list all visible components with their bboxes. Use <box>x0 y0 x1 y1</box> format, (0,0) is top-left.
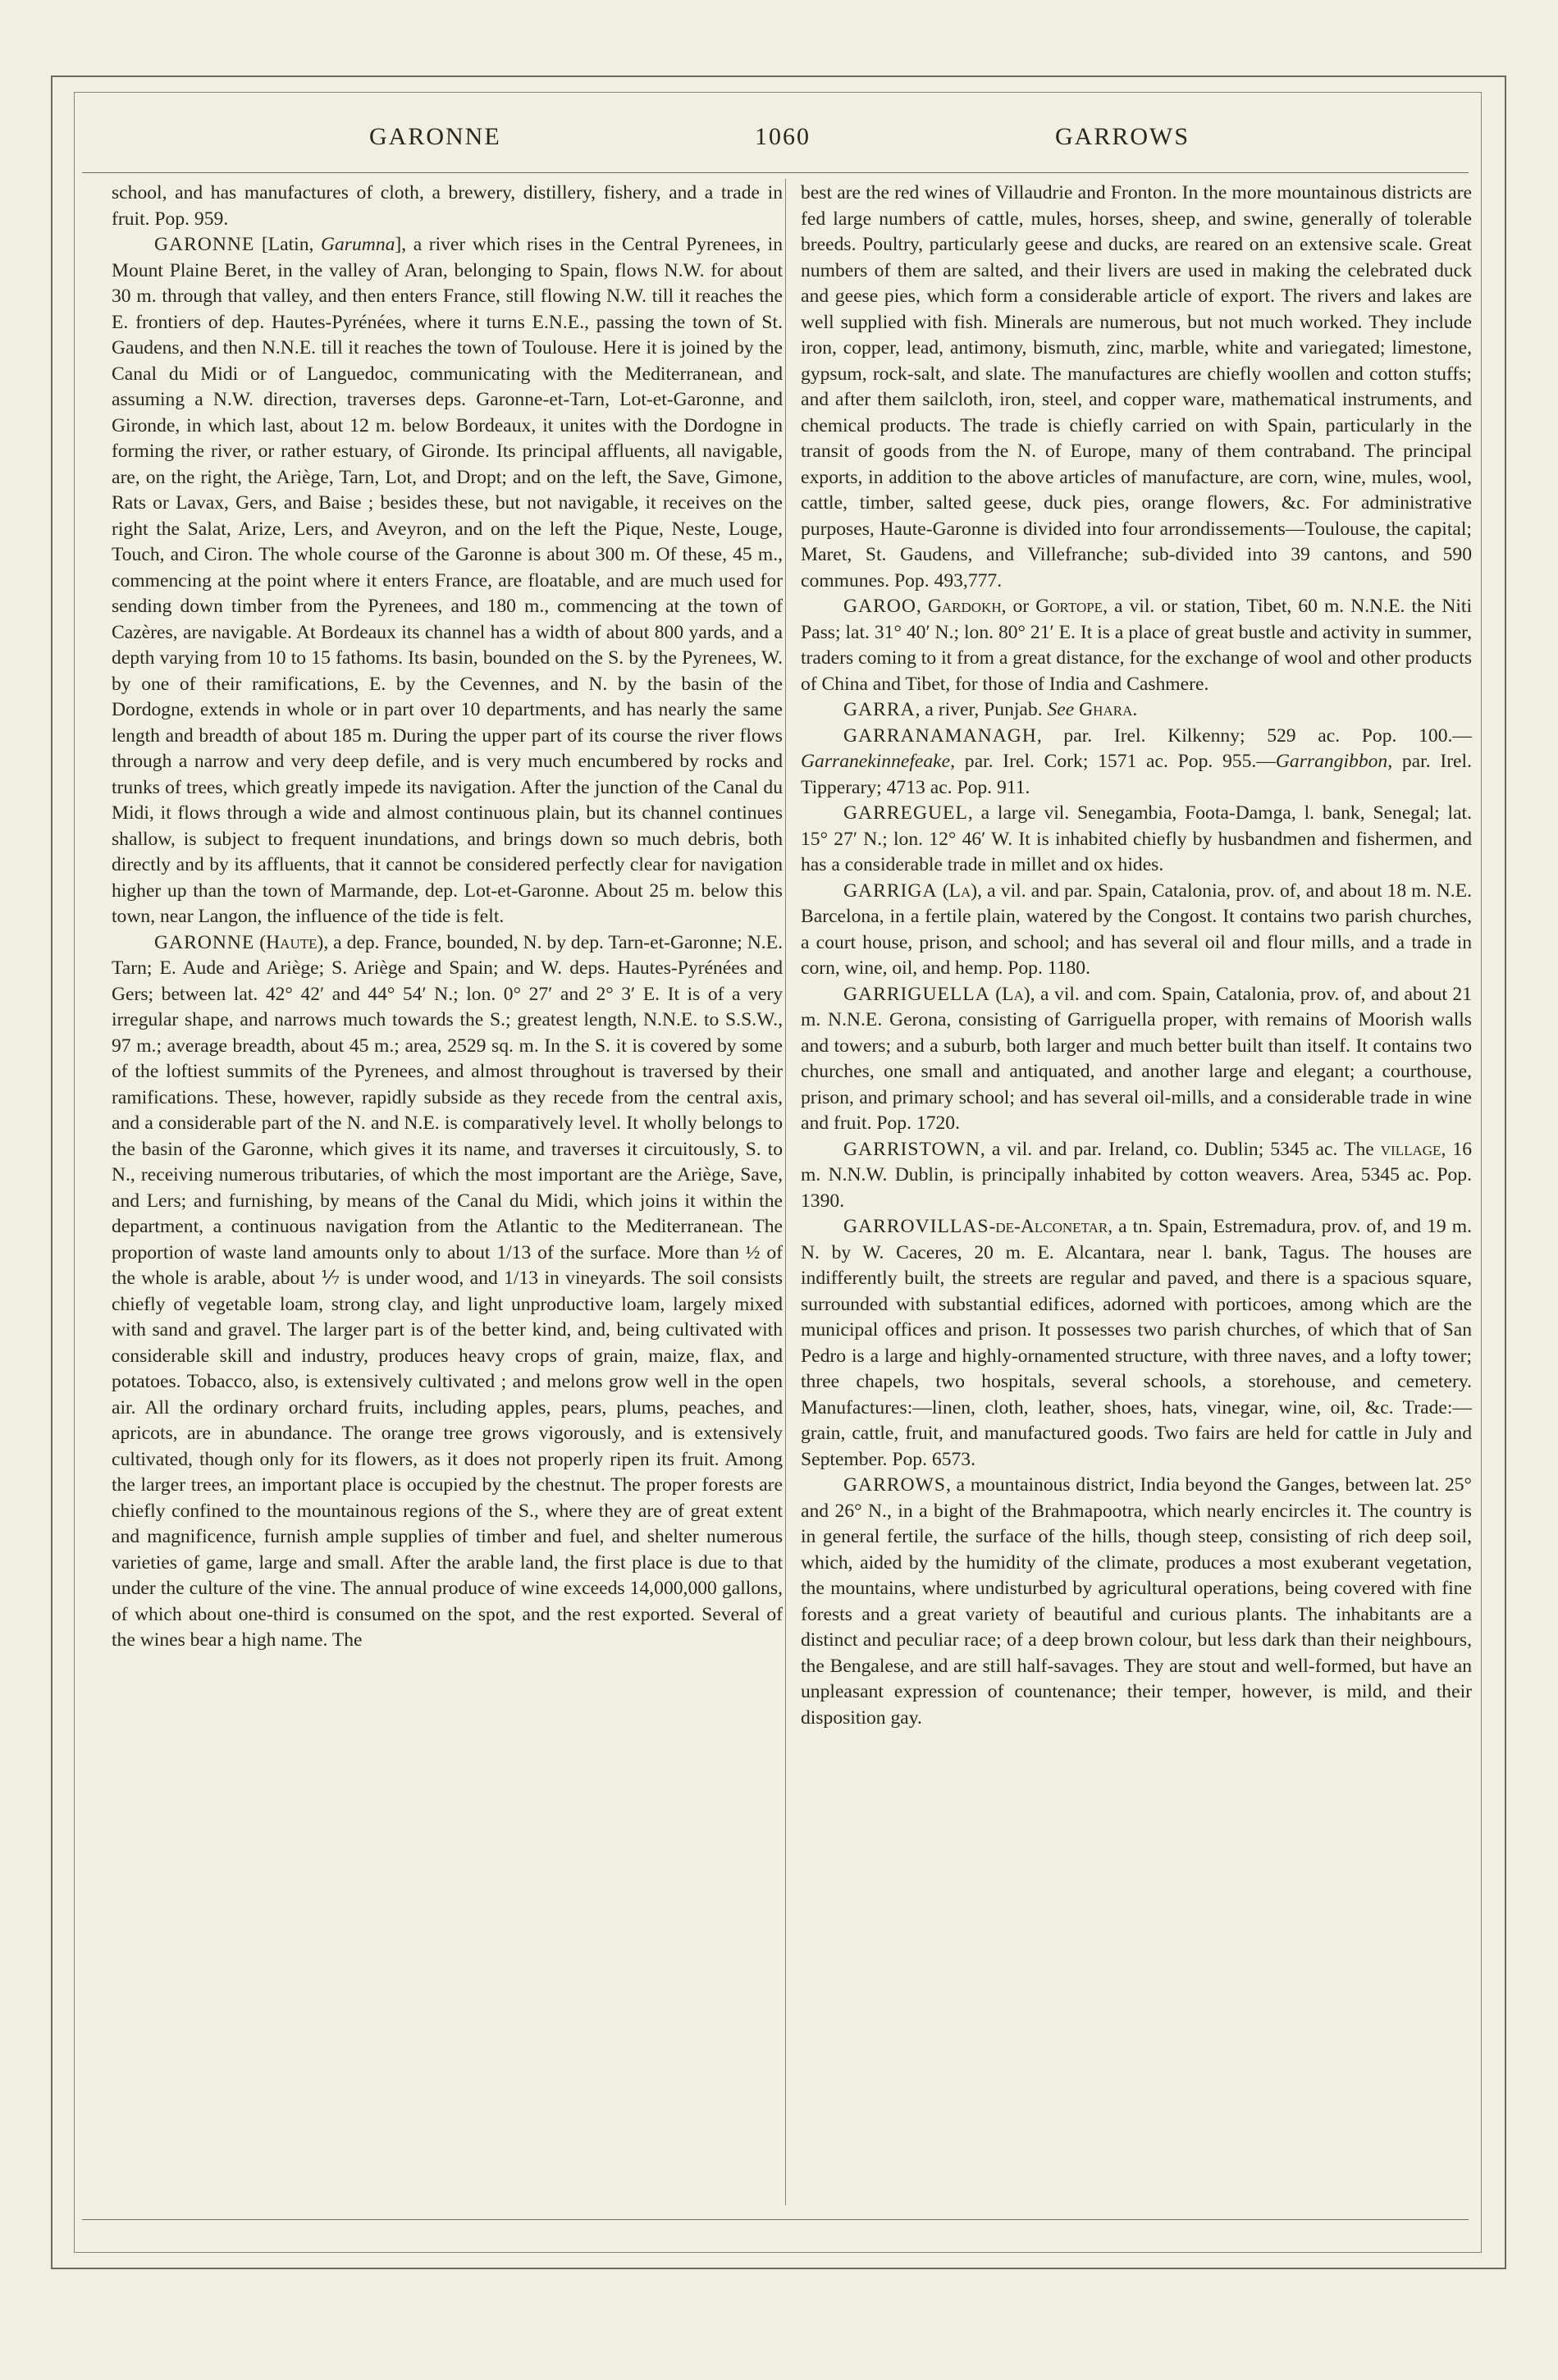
column-divider <box>785 179 786 2205</box>
headword: GARREGUEL <box>843 802 968 824</box>
headword: GAROO <box>843 596 916 617</box>
see-reference: See <box>1047 699 1075 720</box>
headword: GARROWS <box>843 1474 946 1496</box>
latin-name: Garumna <box>320 234 395 255</box>
headword-suffix: -de-Alconetar <box>989 1216 1108 1237</box>
entry-garrovillas <box>801 1214 1472 1473</box>
entry-text: , a large vil. Senegambia, Foota-Damga, l. bank, Senegal; lat. 15° 27′ N.; lon. 12° 46′ W. It is inhabited chiefly by husbandmen and fishermen, and has a considerable trade in millet and ox hides. <box>801 802 1472 875</box>
entry-text: , a vil. and com. Spain, Catalonia, prov. of, and about 21 m. N.N.E. Gerona, consisting of Garriguella proper, with remains of Moorish walls and towers; and a suburb, both larger and much better built than itself. It contains two churches, one small and antiquated, and another large and elegant; a courthouse, prison, and primary school; and has several oil-mills, and a considerable trade in wine and fruit. Pop. 1720. <box>801 983 1472 1134</box>
entry-text: [Latin, <box>254 234 321 255</box>
headword: GARRIGA <box>843 879 938 902</box>
running-header <box>82 115 1469 164</box>
left-column <box>112 180 783 1654</box>
header-left-word: GARONNE <box>369 123 501 150</box>
entry-text: school, and has manufactures of cloth, a brewery, distillery, fishery, and a trade in fruit. Pop. 959. <box>112 182 783 230</box>
headword: GARRISTOWN <box>843 1138 980 1160</box>
headword-suffix: (Haute) <box>254 931 324 953</box>
entry-garristown <box>801 1137 1472 1215</box>
entry-text: , a mountainous district, India beyond the Ganges, between lat. 25° and 26° N., in a bight of the Brahmapootra, which nearly encircles it. The country is in general fertile, the surface of the hills, though steep, consisting of rich deep soil, which, aided by the humidity of the climate, produces a most exuberant vegetation, the mountains, where undisturbed by agricultural operations, being covered with fine forests and a great variety of beautiful and curious plants. The inhabitants are a distinct and peculiar race; of a deep brown colour, but less dark than their neighbours, the Bengalese, and are still half-savages. They are stout and well-formed, but have an unpleasant expression of countenance; their temper, however, is mild, and their disposition gay. <box>801 1474 1472 1729</box>
entry-continuation <box>112 180 783 232</box>
entry-garriguella <box>801 982 1472 1137</box>
entry-garonne-haute <box>112 930 783 1654</box>
headword: GARROVILLAS <box>843 1216 989 1237</box>
header-right-word: GARROWS <box>1054 123 1190 150</box>
entry-text: , a vil. or station, Tibet, 60 m. N.N.E. the Niti Pass; lat. 31° 40′ N.; lon. 80° 21′ E. It is a place of great bustle and activity in summer, traders coming to it from a great distance, for the exchange of wool and other products of China and Tibet, for those of India and Cashmere. <box>801 596 1473 695</box>
entry-text: , par. Irel. Tipperary; 4713 ac. Pop. 911. <box>801 751 1472 798</box>
page-number: 1060 <box>755 123 811 150</box>
entry-text: , a dep. France, bounded, N. by dep. Tarn-et-Garonne; N.E. Tarn; E. Aude and Ariège; S. Ariège and Spain; and W. deps. Hautes-Pyrénées and Gers; between lat. 42° 42′ and 44° 54′ N.; lon. 0° 27′ and 2° 3′ E. It is of a very irregular shape, and narrows much towards the S.; greatest length, N.N.E. to S.S.W., 97 m.; average breadth, about 45 m.; area, 2529 sq. m. In the S. it is covered by some of the loftiest summits of the Pyrenees, and almost throughout is traversed by their ramifications. These, however, rapidly subside as they recede from the central axis, and a considerable part of the N. and N.E. is comparatively level. It wholly belongs to the basin of the Garonne, which gives it its name, and traverses it circuitously, S. to N., receiving numerous tributaries, of which the most important are the Ariège, Save, and Lers; and furnishing, by means of the Canal du Midi, which joins it within the department, a continuous navigation from the Atlantic to the Mediterranean. The proportion of waste land amounts only to about 1/13 of the surface. More than ½ of the whole is arable, about ⅐ is under wood, and 1/13 in vineyards. The soil consists chiefly of vegetable loam, strong clay, and light unproductive loam, largely mixed with sand and gravel. The larger part is of the better kind, and, being cultivated with considerable skill and industry, produces heavy crops of grain, maize, flax, and potatoes. Tobacco, also, is extensively cultivated ; and melons grow well in the open air. All the ordinary orchard fruits, including apples, pears, plums, peaches, and apricots, are in abundance. The orange tree grows vigorously, and is extensively cultivated, though only for its flowers, as it does not properly ripen its fruit. Among the larger trees, an important place is occupied by the chestnut. The proper forests are chiefly confined to the mountainous regions of the S., where they are of great extent and magnificence, furnish ample supplies of timber and fuel, and shelter numerous varieties of game, large and small. After the arable land, the first place is due to that under the culture of the vine. The annual produce of wine exceeds 14,000,000 gallons, of which about one-third is consumed on the spot, and the rest exported. Several of the wines bear a high name. The <box>112 931 783 1651</box>
entry-garriga <box>801 879 1472 982</box>
entry-garranamanagh <box>801 724 1472 802</box>
headword: GARRIGUELLA <box>843 983 990 1005</box>
entry-text: , a river, Punjab. <box>915 699 1048 720</box>
entry-text: best are the red wines of Villaudrie and Fronton. In the more mountainous districts are fed large numbers of cattle, mules, horses, sheep, and swine, generally of tolerable breeds. Poultry, particularly geese and ducks, are reared on an extensive scale. Great numbers of them are salted, and their livers are used in making the celebrated duck and geese pies, which form a considerable article of export. The rivers and lakes are well supplied with fish. Minerals are numerous, but not much worked. They include iron, copper, lead, antimony, bismuth, zinc, marble, white and variegated; limestone, gypsum, rock-salt, and slate. The manufactures are chiefly woollen and cotton stuffs; and after them sailcloth, iron, steel, and copper ware, mathematical instruments, and chemical products. The trade is chiefly carried on with Spain, particularly in the transit of goods from the N. of Europe, many of them contraband. The principal exports, in addition to the above articles of manufacture, are corn, wine, mules, wool, cattle, timber, salted geese, duck pies, orange flowers, &c. For administrative purposes, Haute-Garonne is divided into four arrondissements—Toulouse, the capital; Maret, St. Gaudens, and Villefranche; sub-divided into 39 cantons, and 590 communes. Pop. 493,777. <box>801 182 1472 592</box>
entry-text: , or <box>1001 596 1036 617</box>
headword: GARRANAMANAGH <box>843 724 1037 747</box>
entry-text: , a vil. and par. Ireland, co. Dublin; 5345 ac. The <box>980 1138 1381 1160</box>
entry-garrows <box>801 1473 1472 1731</box>
entry-garonne-river <box>112 232 783 930</box>
entry-text: , 16 m. N.N.W. Dublin, is principally inhabited by cotton weavers. Area, 5345 ac. Pop. 1390. <box>801 1138 1472 1212</box>
sub-entry-name: Garranekinnefeake <box>801 751 951 772</box>
headword: GARONNE <box>154 931 255 953</box>
entry-text: , a tn. Spain, Estremadura, prov. of, and 19 m. N. by W. Caceres, 20 m. E. Alcantara, near l. bank, Tagus. The houses are indifferently built, the streets are regular and paved, and there is a spacious square, surrounded with substantial edifices, adorned with porticoes, among which are the municipal offices and prison. It possesses two parish churches, of which that of San Pedro is a large and highly-ornamented structure, with three naves, and a lofty tower; three chapels, two hospitals, several schools, a storehouse, and cemetery. Manufactures:—linen, cloth, leather, shoes, hats, vinegar, wine, oil, &c. Trade:—grain, cattle, fruit, and manufactured goods. Two fairs are held for cattle in July and September. Pop. 6573. <box>801 1216 1472 1470</box>
entry-text: , par. Irel. Kilkenny; 529 ac. Pop. 100.— <box>1036 724 1472 747</box>
entry-text: ], a river which rises in the Central Pyrenees, in Mount Plaine Beret, in the valley of Aran, belonging to Spain, flows N.W. for about 30 m. through that valley, and then enters France, still flowing N.W. till it reaches the E. frontiers of dep. Hautes-Pyrénées, where it turns E.N.E., passing the town of St. Gaudens, and then N.N.E. till it reaches the town of Toulouse. Here it is joined by the Canal du Midi or of Languedoc, communicating with the Mediterranean, and assuming a N.W. direction, traverses deps. Garonne-et-Tarn, Lot-et-Garonne, and Gironde, in which last, about 12 m. below Bordeaux, it unites with the Dordogne in forming the river, or rather estuary, of Gironde. Its principal affluents, all navigable, are, on the right, the Ariège, Tarn, Lot, and Dropt; and on the left, the Save, Gimone, Rats or Lavax, Gers, and Baise ; besides these, but not navigable, it receives on the right the Salat, Arize, Lers, and Aveyron, and on the left the Pique, Neste, Louge, Touch, and Ciron. The whole course of the Garonne is about 300 m. Of these, 45 m., commencing at the point where it enters France, are floatable, and are much used for sending down timber from the Pyrenees, and 180 m., commencing at the town of Cazères, are navigable. At Bordeaux its channel has a width of about 800 yards, and a depth varying from 10 to 15 fathoms. Its basin, bounded on the S. by the Pyrenees, W. by one of their ramifications, E. by the Cevennes, and N. by the basin of the Dordogne, extends in whole or in part over 10 departments, and has nearly the same length and breadth of about 185 m. During the upper part of its course the river flows through a narrow and very deep defile, and is very much encumbered by rocks and trunks of trees, which greatly impede its navigation. After the junction of the Canal du Midi, it flows through a wide and almost continuous plain, but its channel continues shallow, is subject to frequent inundations, and brings down so much debris, both directly and by its affluents, that it cannot be considered perfectly clear for navigation higher up than the town of Marmande, dep. Lot-et-Garonne. About 25 m. below this town, near Langon, the influence of the tide is felt. <box>112 234 783 927</box>
alt-name: , Gardokh <box>916 596 1002 617</box>
right-column <box>801 180 1472 1731</box>
entry-garreguel <box>801 801 1472 879</box>
headword-suffix: (La) <box>937 879 978 902</box>
headword: GARONNE <box>154 234 255 255</box>
bottom-rule <box>82 2219 1469 2220</box>
headword: GARRA <box>843 699 916 720</box>
entry-continuation <box>801 180 1472 594</box>
cross-reference: Ghara. <box>1074 699 1138 720</box>
headword-suffix: (La) <box>989 983 1030 1005</box>
alt-name: Gortope <box>1035 596 1103 617</box>
header-rule <box>82 172 1469 173</box>
entry-garoo <box>801 594 1472 697</box>
sub-entry-name: Garrangibbon <box>1275 751 1388 772</box>
entry-garra <box>801 697 1472 724</box>
entry-text: , par. Irel. Cork; 1571 ac. Pop. 955.— <box>950 751 1276 772</box>
entry-text: , a vil. and par. Spain, Catalonia, prov. of, and about 18 m. N.E. Barcelona, in a fertile plain, watered by the Congost. It contains two parish churches, a court house, prison, and school; and has several oil and flour mills, and a trade in corn, wine, oil, and hemp. Pop. 1180. <box>801 879 1472 979</box>
small-caps-term: village <box>1380 1138 1441 1160</box>
